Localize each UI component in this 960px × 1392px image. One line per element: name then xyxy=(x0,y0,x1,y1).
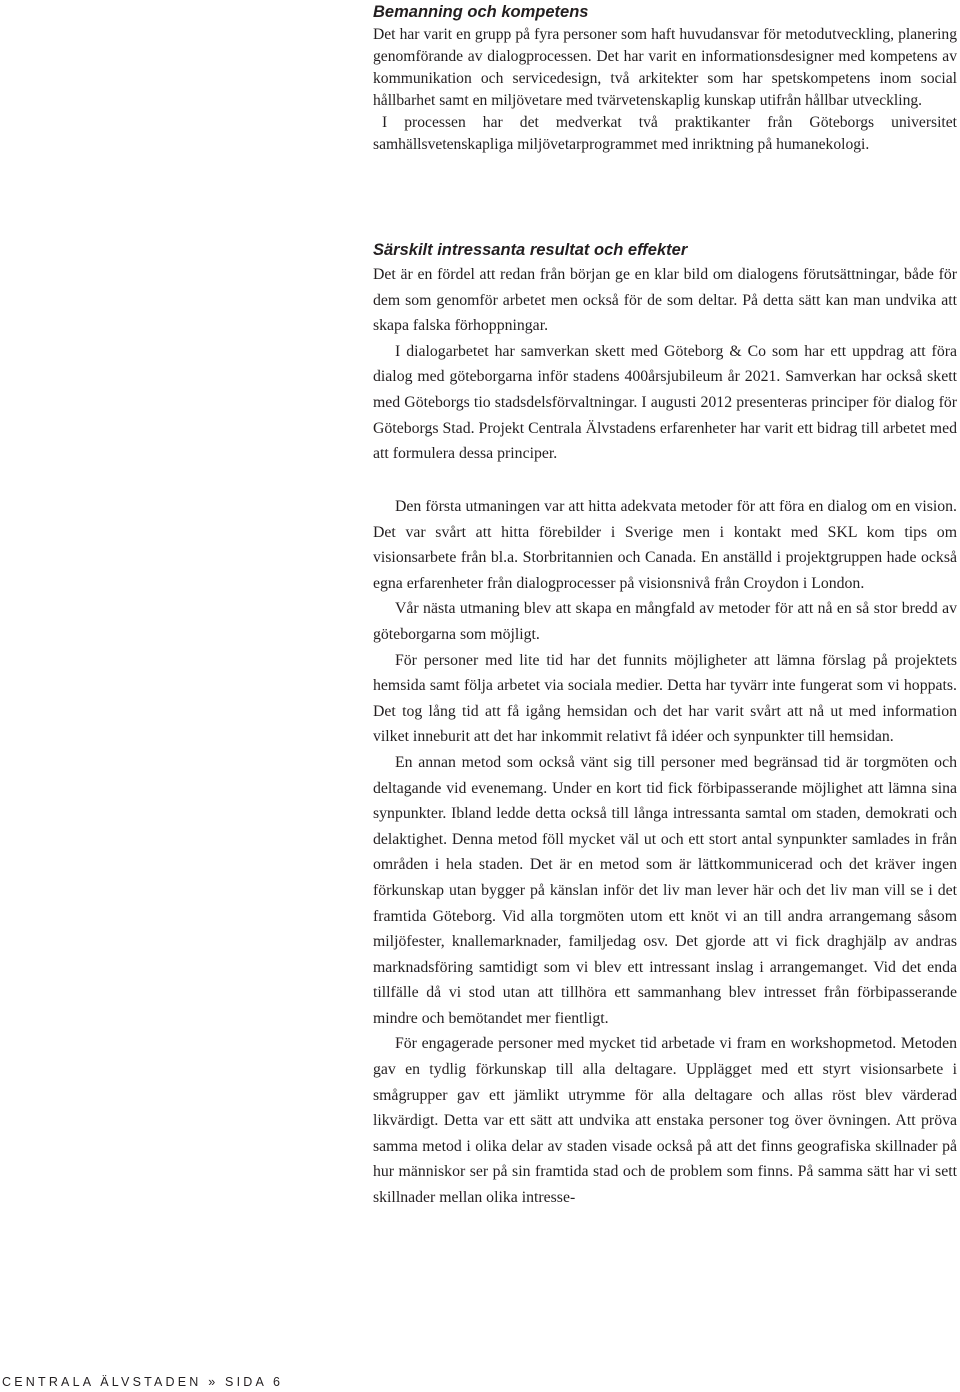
paragraph: För personer med lite tid har det funnits möjligheter att lämna förslag på projektets hemsida samt följa arbetet via sociala medier. Detta har tyvärr inte fungerat som vi hoppats. Det tog lång tid att få igång hemsidan och det har varit svårt att nå ut med information vilket inneburit att det har inkommit relativt få idéer och synpunkter till hemsidan. xyxy=(373,651,957,746)
section-heading: Bemanning och kompetens xyxy=(373,3,589,21)
paragraph: För engagerade personer med mycket tid arbetade vi fram en workshopmetod. Metoden gav en tydlig förkunskap till alla deltagare. Upplägget med ett styrt visionsarbete i smågrupper gav ett jämlikt utrymme för alla deltagare och allas röst blev värderad likvärdigt. Detta var ett sätt att undvika att enstaka personer tog över övningen. Att pröva samma metod i olika delar av staden visade också på att det finns geografiska skillnader på hur människor ser på sin framtida stad och de problem som finns. På samma sätt har vi sett skillnader mellan olika intresse- xyxy=(373,1035,957,1207)
paragraph: Vår nästa utmaning blev att skapa en mångfald av metoder för att nå en så stor bredd av göteborgarna som möjligt. xyxy=(373,600,957,643)
section-heading: Särskilt intressanta resultat och effekter xyxy=(373,241,688,259)
page-footer: CENTRALA ÄLVSTADEN » SIDA 6 xyxy=(2,1375,284,1389)
section-challenges xyxy=(373,494,957,1211)
paragraph: Det har varit en grupp på fyra personer som haft huvudansvar för metodutveckling, planering genomförande av dialogprocessen. Det har varit en informationsdesigner med kompetens av kommunikation och servicedesign, två arkitekter som har spetskompetens inom social hållbarhet samt en miljövetare med tvärvetenskaplig kunskap utifrån hållbar utveckling. xyxy=(373,26,957,109)
section-results xyxy=(373,238,957,467)
paragraph: Det är en fördel att redan från början ge en klar bild om dialogens förutsättningar, både för dem som genomför arbetet men också för de som deltar. På detta sätt kan man undvika att skapa falska förhoppningar. xyxy=(373,266,957,335)
paragraph: I processen har det medverkat två praktikanter från Göteborgs universitet samhällsvetenskapliga miljövetarprogrammet med inriktning på humanekologi. xyxy=(373,114,957,153)
paragraph: Den första utmaningen var att hitta adekvata metoder för att föra en dialog om en vision. Det var svårt att hitta förebilder i Sverige men i kontakt med SKL kom tips om visionsarbete från bl.a. Storbritannien och Canada. En anställd i projektgruppen hade också egna erfarenheter från dialogprocesser på visionsnivå från Croydon i London. xyxy=(373,498,957,592)
paragraph: I dialogarbetet har samverkan skett med Göteborg & Co som har ett uppdrag att föra dialog med göteborgarna inför stadens 400årsjubileum år 2021. Samverkan har också skett med Göteborgs tio stadsdelsförvaltningar. I augusti 2012 presenteras principer för dialog för Göteborgs Stad. Projekt Centrala Älvstadens erfarenheter har varit ett bidrag till arbetet med att formulera dessa principer. xyxy=(373,342,957,463)
paragraph: En annan metod som också vänt sig till personer med begränsad tid är torgmöten och deltagande vid evenemang. Under en kort tid fick förbipasserande möjlighet att lämna sina synpunkter. Ibland ledde detta också till långa intressanta samtal om staden, demokrati och delaktighet. Denna metod föll mycket väl ut och ett stort antal synpunkter samlades in från områden i hela staden. Det är en metod som är lättkommunicerad och det kräver ingen förkunskap utan bygger på känslan inför det liv man lever här och det liv man vill se i det framtida Göteborg. Vid alla torgmöten utom ett knöt vi an till andra arrangemang såsom miljöfester, knallemarknader, familjedag osv. Det gjorde att vi fick draghjälp av andras marknadsföring samtidigt som vi blev ett intressant inslag i arrangemanget. Vid det enda tillfälle då vi stod utan att tillhöra ett sammanhang blev intresset från förbipasserande mindre och bemötandet mer fientligt. xyxy=(373,753,957,1027)
section-staffing xyxy=(373,0,957,156)
